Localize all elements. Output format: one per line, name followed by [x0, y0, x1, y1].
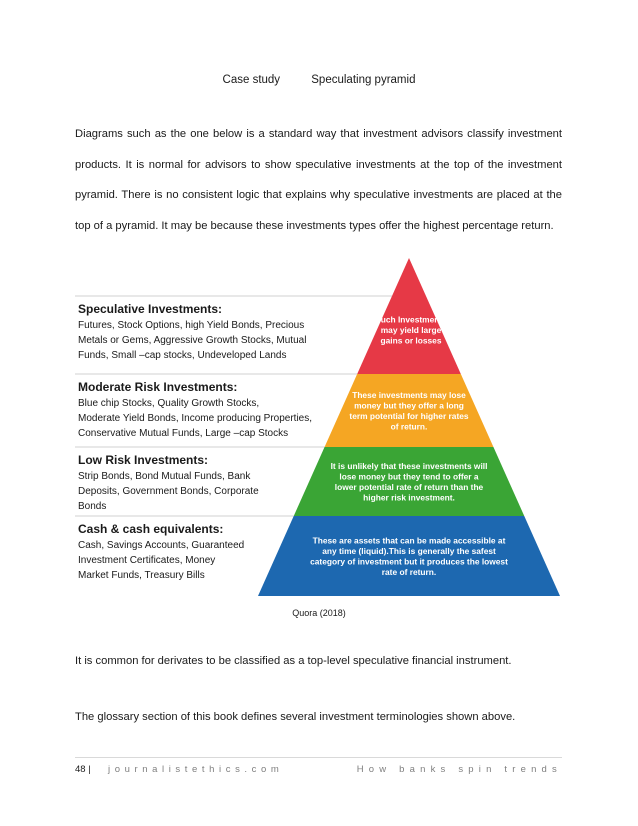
- intro-line: products. It is normal for advisors to show speculative investments at the top of the investment: [75, 158, 562, 171]
- intro-line: pyramid. There is no consistent logic that explains why speculative investments are placed at the: [75, 189, 562, 201]
- heading-title: Speculating pyramid: [311, 74, 416, 86]
- category-title: Moderate Risk Investments:: [78, 380, 238, 394]
- tier-text: lower potential rate of return than the: [334, 481, 484, 492]
- tier-text: any time (liquid).This is generally the safest: [322, 545, 496, 556]
- footer-book-title: How banks spin trends: [356, 764, 562, 775]
- pyramid-tier: [357, 258, 461, 374]
- tier-text: lose money but they tend to offer a: [339, 471, 479, 482]
- category-detail: Bonds: [78, 501, 107, 512]
- pyramid-tier: [325, 374, 494, 447]
- category-detail: Moderate Yield Bonds, Income producing Properties,: [78, 413, 313, 424]
- case-study-heading: [0, 74, 638, 86]
- tier-text: term potential for higher rates: [349, 410, 469, 421]
- category-detail: Futures, Stock Options, high Yield Bonds, Precious: [78, 320, 305, 331]
- tier-text: category of investment but it produces the lowest: [310, 556, 508, 567]
- category-detail: Blue chip Stocks, Quality Growth Stocks,: [78, 398, 260, 409]
- category-detail: Investment Certificates, Money: [78, 555, 216, 566]
- pyramid: [258, 258, 560, 596]
- figure-caption: Quora (2018): [292, 608, 346, 618]
- category-detail: Metals or Gems, Aggressive Growth Stocks, Mutual: [78, 335, 307, 346]
- intro-paragraph: [75, 119, 562, 241]
- intro-line: top of a pyramid. It may be because these investments types offer the highest percentage return.: [75, 219, 554, 232]
- category-title: Cash & cash equivalents:: [78, 522, 224, 536]
- category-detail: Market Funds, Treasury Bills: [78, 570, 205, 581]
- tier-text: It is unlikely that these investments will: [330, 460, 488, 471]
- tier-text: Such Investments: [375, 314, 447, 325]
- glossary-paragraph: The glossary section of this book defines several investment terminologies shown above.: [75, 711, 516, 723]
- tier-text: may yield large: [380, 324, 442, 335]
- footer-site: journalistethics.com: [108, 764, 284, 775]
- tier-text: These investments may lose: [352, 389, 466, 400]
- intro-line: Diagrams such as the one below is a standard way that investment advisors classify investment: [75, 128, 562, 140]
- page-number: 48 |: [75, 764, 91, 775]
- category-title: Speculative Investments:: [78, 302, 223, 316]
- tier-text: gains or losses: [380, 335, 442, 346]
- pyramid-tier: [294, 447, 525, 516]
- category-detail: Conservative Mutual Funds, Large –cap Stocks: [78, 428, 289, 439]
- heading-label: Case study: [222, 74, 281, 86]
- tier-text: money but they offer a long: [354, 400, 464, 411]
- tier-text: These are assets that can be made accessible at: [312, 535, 506, 546]
- investment-pyramid-figure: [75, 254, 565, 596]
- tier-text: rate of return.: [381, 566, 437, 577]
- footer-divider: [75, 757, 562, 758]
- category-detail: Funds, Small –cap stocks, Undeveloped Lands: [78, 350, 287, 361]
- category-title: Low Risk Investments:: [78, 453, 209, 467]
- tier-text: of return.: [390, 421, 428, 432]
- category-detail: Deposits, Government Bonds, Corporate: [78, 486, 259, 497]
- pyramid-tier: [258, 516, 560, 596]
- category-detail: Cash, Savings Accounts, Guaranteed: [78, 540, 245, 551]
- category-detail: Strip Bonds, Bond Mutual Funds, Bank: [78, 471, 251, 482]
- tier-text: higher risk investment.: [363, 492, 455, 503]
- derivatives-paragraph: It is common for derivates to be classified as a top-level speculative financial instrument.: [75, 655, 512, 667]
